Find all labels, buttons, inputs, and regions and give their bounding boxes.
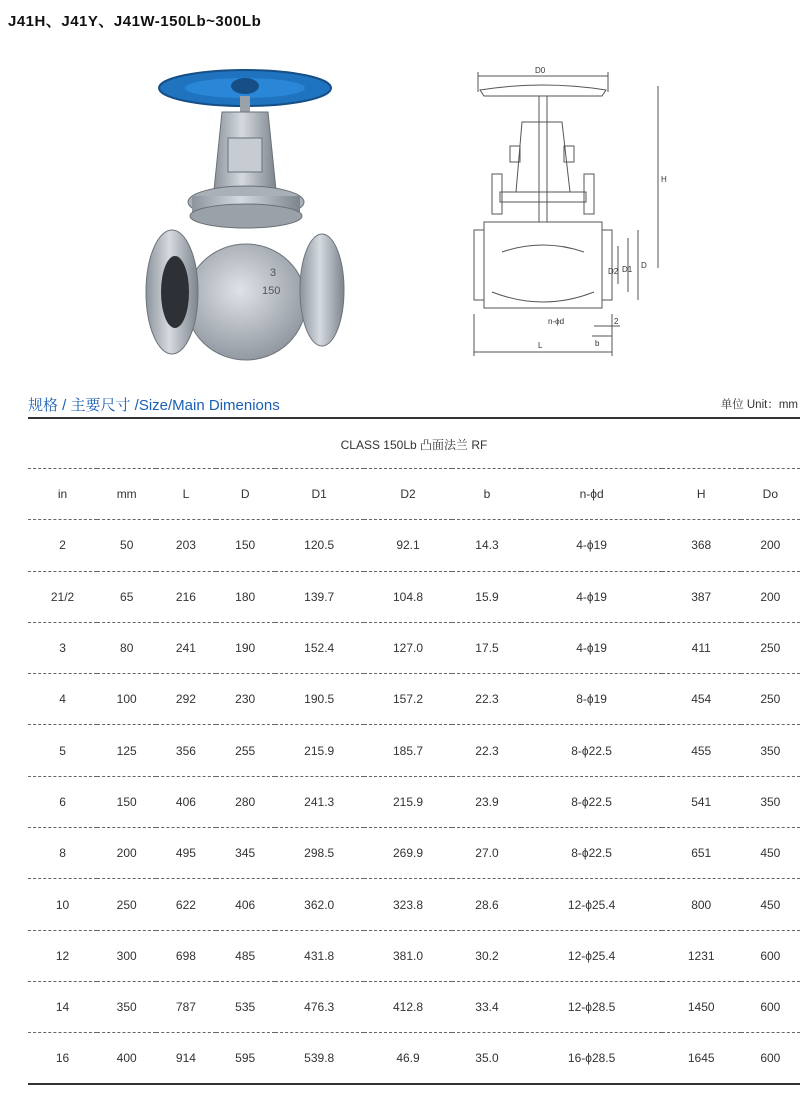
table-row	[28, 1033, 800, 1084]
label-l: L	[538, 341, 543, 350]
table-cell: 127.0	[364, 622, 453, 673]
table-cell: 216	[156, 571, 215, 622]
table-cell: 23.9	[452, 776, 521, 827]
table-row	[28, 520, 800, 571]
table-cell: 27.0	[452, 828, 521, 879]
table-cell: 46.9	[364, 1033, 453, 1084]
table-cell: 495	[156, 828, 215, 879]
table-cell: 400	[97, 1033, 156, 1084]
table-cell: 4-ϕ19	[521, 622, 661, 673]
table-cell: 150	[216, 520, 275, 571]
table-cell: 431.8	[275, 930, 364, 981]
table-row	[28, 571, 800, 622]
table-cell: 8-ϕ22.5	[521, 725, 661, 776]
table-cell: 255	[216, 725, 275, 776]
table-cell: in	[28, 469, 97, 520]
table-cell: 200	[741, 520, 800, 571]
table-cell: 190	[216, 622, 275, 673]
label-d: D	[641, 261, 647, 270]
table-cell: 1231	[662, 930, 741, 981]
valve-class-mark: 150	[262, 285, 281, 297]
table-cell: 215.9	[275, 725, 364, 776]
class-label: CLASS 150Lb 凸面法兰 RF	[340, 438, 488, 452]
table-cell: 120.5	[275, 520, 364, 571]
table-cell: 200	[97, 828, 156, 879]
table-cell: 381.0	[364, 930, 453, 981]
table-cell: 17.5	[452, 622, 521, 673]
table-cell: 300	[97, 930, 156, 981]
table-cell: 22.3	[452, 725, 521, 776]
dimensions-table	[28, 468, 800, 1084]
table-cell: 200	[741, 571, 800, 622]
valve-photo	[130, 62, 360, 372]
table-cell: 15.9	[452, 571, 521, 622]
table-cell: 412.8	[364, 981, 453, 1032]
table-cell: 152.4	[275, 622, 364, 673]
table-cell: 600	[741, 981, 800, 1032]
table-row	[28, 622, 800, 673]
table-cell: 454	[662, 674, 741, 725]
table-cell: 698	[156, 930, 215, 981]
table-cell: 12-ϕ25.4	[521, 930, 661, 981]
table-cell: 600	[741, 1033, 800, 1084]
table-cell: 92.1	[364, 520, 453, 571]
table-cell: 14.3	[452, 520, 521, 571]
table-top-rule	[28, 417, 800, 419]
unit-label: 单位 Unit：mm	[720, 399, 798, 411]
table-cell: 455	[662, 725, 741, 776]
table-cell: 651	[662, 828, 741, 879]
table-cell: 406	[216, 879, 275, 930]
table-cell: 1450	[662, 981, 741, 1032]
table-cell: 368	[662, 520, 741, 571]
label-n-phi-d: n-ϕd	[548, 317, 565, 326]
table-cell: 350	[741, 725, 800, 776]
table-cell: L	[156, 469, 215, 520]
table-cell: 539.8	[275, 1033, 364, 1084]
table-cell: 450	[741, 828, 800, 879]
table-cell: 280	[216, 776, 275, 827]
table-cell: 485	[216, 930, 275, 981]
table-cell: 350	[741, 776, 800, 827]
table-cell: 595	[216, 1033, 275, 1084]
table-cell: 269.9	[364, 828, 453, 879]
table-cell: 541	[662, 776, 741, 827]
table-cell: 800	[662, 879, 741, 930]
table-cell: 2	[28, 520, 97, 571]
label-b: b	[595, 339, 600, 348]
table-cell: 8	[28, 828, 97, 879]
table-cell: 345	[216, 828, 275, 879]
table-cell: 250	[741, 622, 800, 673]
table-cell: 323.8	[364, 879, 453, 930]
table-cell: 362.0	[275, 879, 364, 930]
table-cell: D	[216, 469, 275, 520]
table-cell: D2	[364, 469, 453, 520]
table-cell: Do	[741, 469, 800, 520]
table-cell: 65	[97, 571, 156, 622]
table-cell: 28.6	[452, 879, 521, 930]
table-cell: 387	[662, 571, 741, 622]
table-cell: 14	[28, 981, 97, 1032]
table-cell: 104.8	[364, 571, 453, 622]
table-cell: 12	[28, 930, 97, 981]
table-cell: 535	[216, 981, 275, 1032]
table-cell: 241	[156, 622, 215, 673]
table-row	[28, 674, 800, 725]
table-cell: 8-ϕ19	[521, 674, 661, 725]
table-cell: 50	[97, 520, 156, 571]
table-cell: 80	[97, 622, 156, 673]
table-cell: 125	[97, 725, 156, 776]
table-cell: 157.2	[364, 674, 453, 725]
section-title: 规格 / 主要尺寸 /Size/Main Dimenions	[28, 397, 280, 414]
label-h: H	[661, 175, 667, 184]
table-cell: 33.4	[452, 981, 521, 1032]
table-cell: 30.2	[452, 930, 521, 981]
table-cell: 35.0	[452, 1033, 521, 1084]
table-row	[28, 981, 800, 1032]
table-bottom-rule	[28, 1083, 800, 1085]
table-cell: 4-ϕ19	[521, 520, 661, 571]
page-title: J41H、J41Y、J41W-150Lb~300Lb	[8, 13, 262, 30]
table-row	[28, 725, 800, 776]
table-cell: 450	[741, 879, 800, 930]
table-cell: 21/2	[28, 571, 97, 622]
label-d2: D2	[608, 267, 619, 276]
table-header-row	[28, 469, 800, 520]
valve-size-mark: 3	[270, 267, 277, 279]
table-cell: 350	[97, 981, 156, 1032]
table-cell: 406	[156, 776, 215, 827]
label-2: 2	[614, 317, 619, 326]
table-cell: 12-ϕ25.4	[521, 879, 661, 930]
table-cell: 250	[741, 674, 800, 725]
table-cell: 185.7	[364, 725, 453, 776]
table-cell: n-ϕd	[521, 469, 661, 520]
label-d1: D1	[622, 265, 633, 274]
table-cell: 215.9	[364, 776, 453, 827]
table-cell: 180	[216, 571, 275, 622]
table-cell: 241.3	[275, 776, 364, 827]
label-do: D0	[535, 66, 546, 75]
table-row	[28, 879, 800, 930]
table-cell: 10	[28, 879, 97, 930]
table-cell: 203	[156, 520, 215, 571]
table-row	[28, 930, 800, 981]
table-cell: 22.3	[452, 674, 521, 725]
table-cell: 3	[28, 622, 97, 673]
table-cell: b	[452, 469, 521, 520]
table-cell: 100	[97, 674, 156, 725]
table-cell: 356	[156, 725, 215, 776]
table-cell: 8-ϕ22.5	[521, 828, 661, 879]
table-cell: 5	[28, 725, 97, 776]
table-cell: 476.3	[275, 981, 364, 1032]
table-cell: 8-ϕ22.5	[521, 776, 661, 827]
table-cell: H	[662, 469, 741, 520]
table-cell: 298.5	[275, 828, 364, 879]
table-cell: 4-ϕ19	[521, 571, 661, 622]
table-cell: D1	[275, 469, 364, 520]
table-cell: 16	[28, 1033, 97, 1084]
table-cell: 16-ϕ28.5	[521, 1033, 661, 1084]
table-cell: 1645	[662, 1033, 741, 1084]
table-cell: 230	[216, 674, 275, 725]
table-cell: 12-ϕ28.5	[521, 981, 661, 1032]
table-cell: 4	[28, 674, 97, 725]
table-cell: 250	[97, 879, 156, 930]
table-cell: 190.5	[275, 674, 364, 725]
table-cell: 139.7	[275, 571, 364, 622]
table-cell: 292	[156, 674, 215, 725]
table-row	[28, 828, 800, 879]
table-cell: 600	[741, 930, 800, 981]
table-cell: 787	[156, 981, 215, 1032]
table-cell: 6	[28, 776, 97, 827]
table-row	[28, 776, 800, 827]
table-cell: mm	[97, 469, 156, 520]
table-cell: 411	[662, 622, 741, 673]
table-cell: 622	[156, 879, 215, 930]
valve-dimension-drawing	[462, 62, 672, 362]
table-cell: 914	[156, 1033, 215, 1084]
table-cell: 150	[97, 776, 156, 827]
